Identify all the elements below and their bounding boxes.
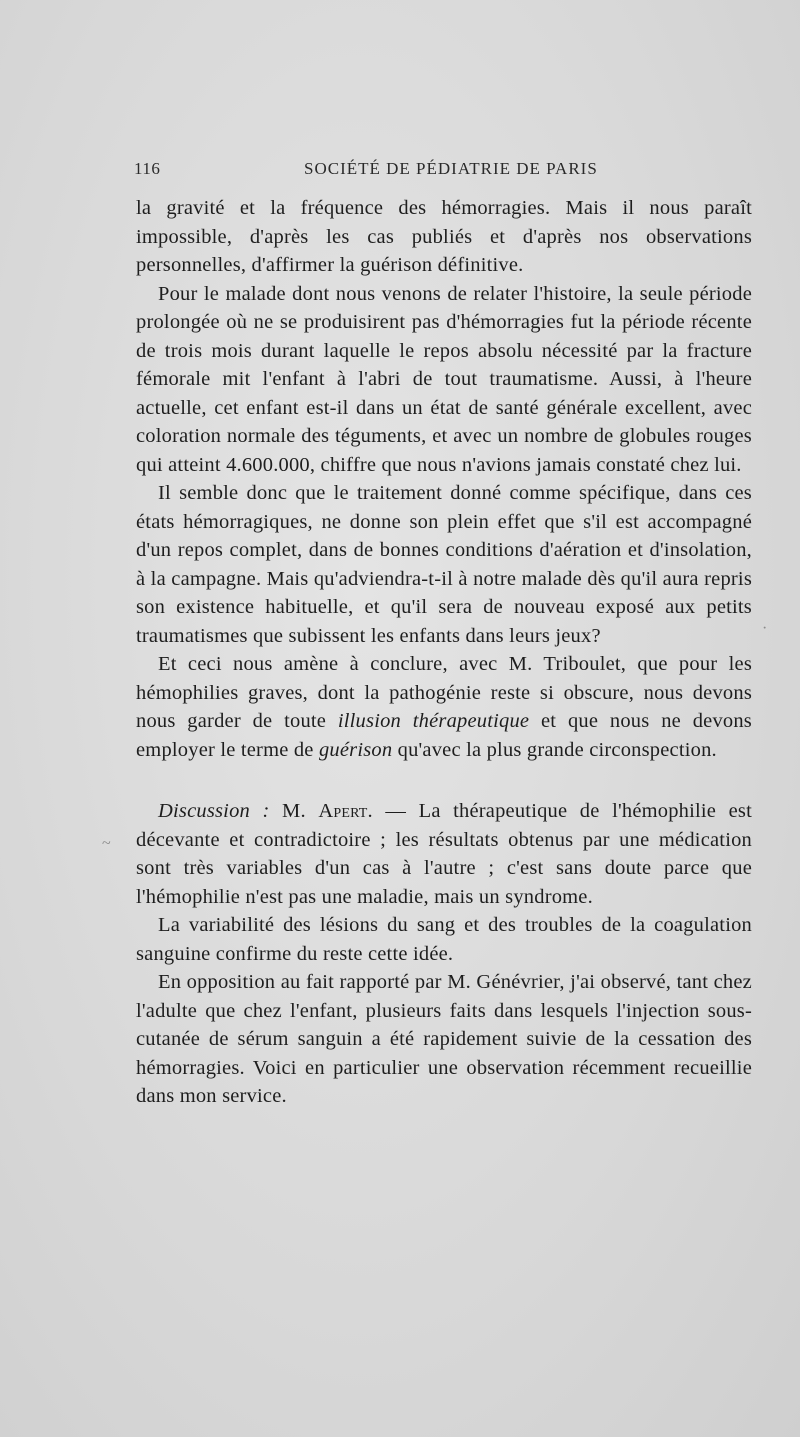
discussion-label: Discussion :: [158, 800, 270, 822]
conclusion-italic-therapeutic: illusion thérapeutique: [337, 710, 530, 732]
conclusion-text-mid: et que nous ne devons employer le terme de: [136, 710, 752, 761]
margin-dot: ·: [762, 620, 768, 637]
paragraph-continued: la gravité et la fréquence des hémorragies. Mais il nous paraît impossible, d'après les cas publiés et d'après nos observations personnelles, d'affirmer la guérison définitive.: [136, 197, 752, 276]
running-title: SOCIÉTÉ DE PÉDIATRIE DE PARIS: [304, 159, 598, 178]
paragraph-variability: La variabilité des lésions du sang et des troubles de la coagulation sanguine confirme du reste cette idée.: [136, 914, 752, 965]
paragraph-patient-history: Pour le malade dont nous venons de relater l'histoire, la seule période prolongée où ne se produisirent pas d'hémorragies fut la période récente de trois mois durant laquelle le repos absolu nécessité par la fracture fémorale mit l'enfant à l'abri de tout traumatisme. Aussi, à l'heure actuelle, cet enfant est-il dans un état de santé générale excellent, avec coloration normale des téguments, et avec un nombre de globules rouges qui atteint 4.600.000, chiffre que nous n'avions jamais constaté chez lui.: [136, 282, 752, 476]
paragraph-treatment: Il semble donc que le traitement donné comme spécifique, dans ces états hémorragiques, ne donne son plein effet que s'il est accompagné d'un repos complet, dans de bonnes conditions d'aération et d'insolation, à la campagne. Mais qu'adviendra-t-il à notre malade dès qu'il aura repris son existence habituelle, et qu'il sera de nouveau exposé aux petits traumatismes que subissent les enfants dans leurs jeux?: [136, 482, 752, 647]
body-text: [136, 194, 752, 1111]
page-number: 116: [134, 159, 161, 178]
conclusion-text-end: qu'avec la plus grande circonspection.: [392, 738, 717, 761]
conclusion-italic-guerison: guérison: [318, 738, 393, 761]
conclusion-text-start: Et ceci nous amène à conclure, avec M. Triboulet, que pour les hémophilies graves, dont la pathogénie reste si obscure, nous devons nous garder de toute: [136, 653, 752, 732]
discussion-speaker: Apert.: [318, 800, 373, 822]
paragraph-discussion: [136, 797, 752, 911]
discussion-speaker-prefix: M.: [269, 800, 319, 822]
page-header: [134, 159, 754, 185]
discussion-text: — La thérapeutique de l'hémophilie est décevante et contradictoire ; les résultats obtenus par une médication sont très variables d'un cas à l'autre ; c'est sans doute parce que l'hémophilie n'est pas une maladie, mais un syndrome.: [136, 800, 752, 908]
margin-mark: ~: [102, 835, 111, 852]
paragraph-conclusion: [136, 650, 752, 764]
paragraph-opposition: En opposition au fait rapporté par M. Génévrier, j'ai observé, tant chez l'adulte que chez l'enfant, plusieurs faits dans lesquels l'injection sous-cutanée de sérum sanguin a été rapidement suivie de la cessation des hémorragies. Voici en particulier une observation récemment recueillie dans mon service.: [136, 971, 752, 1107]
